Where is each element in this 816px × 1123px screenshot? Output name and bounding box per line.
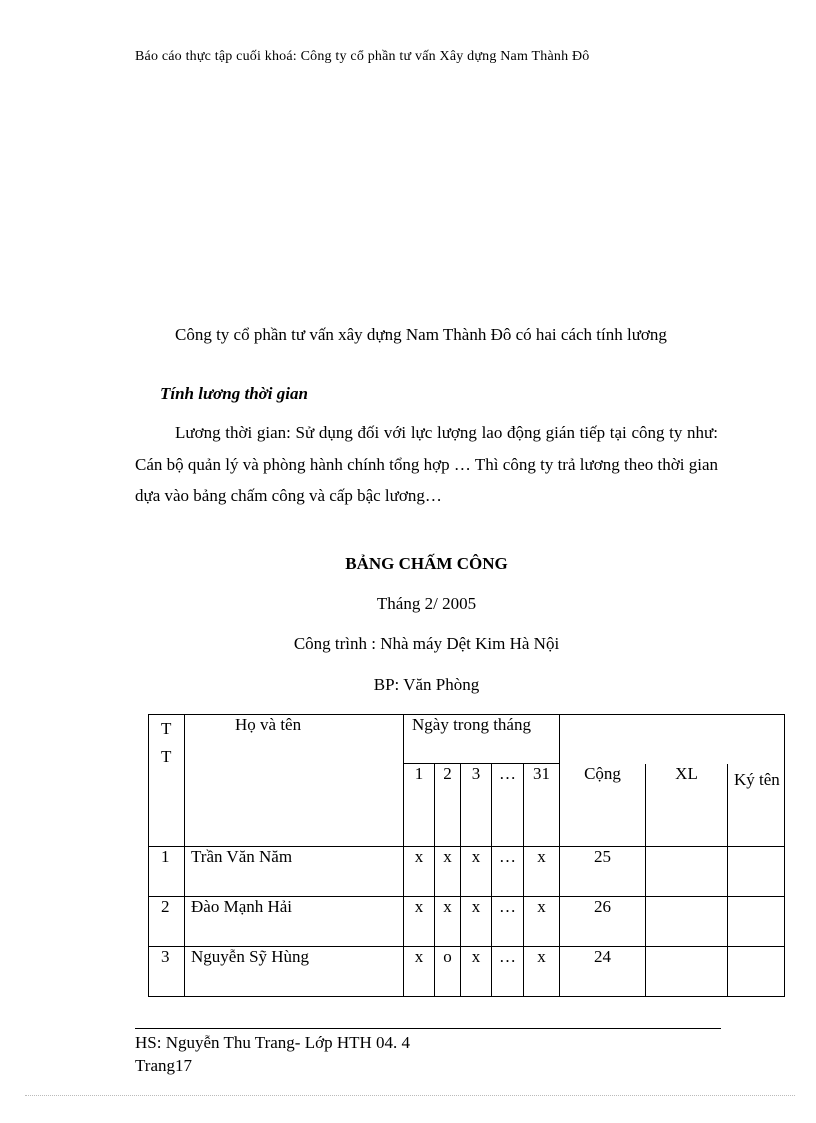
table-row [149, 947, 785, 997]
day-mark: … [492, 847, 524, 897]
paragraph-time-wage: Lương thời gian: Sử dụng đối với lực lượng lao động gián tiếp tại công ty như: Cán bộ quản lý và phòng hành chính tổng hợp … Thì công ty trả lương theo thời gian dựa vào bảng chấm công và cấp bậc lương… [135, 423, 718, 505]
day-mark: x [435, 847, 461, 897]
header-summary-group [560, 715, 785, 764]
timesheet-table [148, 714, 785, 997]
timesheet-project: Công trình : Nhà máy Dệt Kim Hà Nội [293, 634, 560, 653]
header-day: … [492, 764, 524, 847]
table-header-row [149, 715, 785, 764]
grade-cell [646, 847, 728, 897]
grade-cell [646, 947, 728, 997]
total-days: 26 [560, 897, 646, 947]
sign-cell [728, 947, 785, 997]
employee-name: Đào Mạnh Hải [185, 897, 404, 947]
subheading-time-wage: Tính lương thời gian [160, 384, 308, 403]
employee-name: Nguyễn Sỹ Hùng [185, 947, 404, 997]
header-day: 2 [435, 764, 461, 847]
timesheet-month: Tháng 2/ 2005 [376, 594, 477, 613]
day-mark: x [461, 947, 492, 997]
header-grade: XL [646, 764, 728, 847]
header-days-group: Ngày trong tháng [404, 715, 560, 764]
table-row [149, 897, 785, 947]
header-total: Cộng [560, 764, 646, 847]
total-days: 24 [560, 947, 646, 997]
day-mark: x [461, 897, 492, 947]
table-row [149, 847, 785, 897]
day-mark: x [524, 947, 560, 997]
day-mark: x [435, 897, 461, 947]
employee-name: Trần Văn Năm [185, 847, 404, 897]
sign-cell [728, 847, 785, 897]
row-index: 2 [149, 897, 185, 947]
grade-cell [646, 897, 728, 947]
footer-divider [135, 1028, 721, 1029]
header-day: 3 [461, 764, 492, 847]
header-name: Họ và tên [185, 715, 404, 847]
day-mark: x [524, 897, 560, 947]
timesheet-department: BP: Văn Phòng [373, 675, 480, 694]
header-sign: Ký tên [728, 764, 785, 847]
day-mark: x [461, 847, 492, 897]
footer-student: HS: Nguyễn Thu Trang- Lớp HTH 04. 4 [135, 1033, 411, 1052]
running-header: Báo cáo thực tập cuối khoá: Công ty cổ phần tư vấn Xây dựng Nam Thành Đô [135, 49, 590, 64]
header-tt: T T [149, 715, 185, 847]
day-mark: … [492, 947, 524, 997]
day-mark: o [435, 947, 461, 997]
header-day: 1 [404, 764, 435, 847]
page-bottom-edge [25, 1095, 795, 1096]
paragraph-intro: Công ty cổ phần tư vấn xây dựng Nam Thành Đô có hai cách tính lương [175, 325, 667, 344]
day-mark: x [404, 947, 435, 997]
day-mark: x [404, 897, 435, 947]
day-mark: x [404, 847, 435, 897]
total-days: 25 [560, 847, 646, 897]
footer-page-number: Trang17 [135, 1056, 192, 1075]
row-index: 3 [149, 947, 185, 997]
row-index: 1 [149, 847, 185, 897]
sign-cell [728, 897, 785, 947]
day-mark: x [524, 847, 560, 897]
timesheet-title: BẢNG CHẤM CÔNG [345, 554, 508, 573]
day-mark: … [492, 897, 524, 947]
header-day: 31 [524, 764, 560, 847]
